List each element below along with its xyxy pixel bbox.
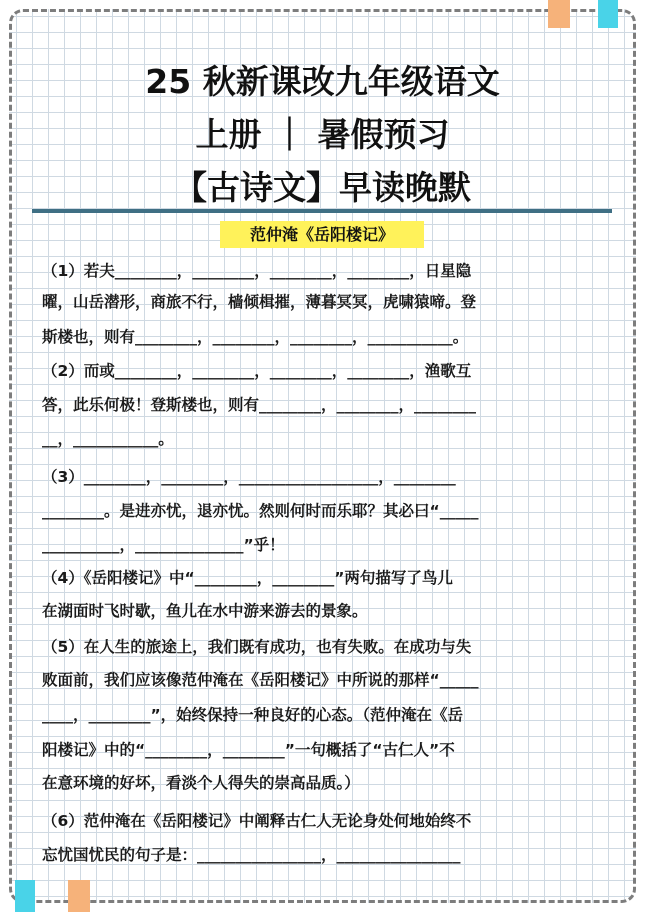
text-line: 在湖面时飞时歇，鱼儿在水中游来游去的景象。	[42, 602, 368, 620]
text-line: ________。是进亦忧，退亦忧。然则何时而乐耶？其必曰“_____	[42, 502, 479, 520]
page-title: 25 秋新课改九年级语文	[145, 62, 500, 101]
text-line: 答，此乐何极！登斯楼也，则有________，________，________	[42, 396, 477, 414]
text-line: 斯楼也，则有________，________，________，___________。	[42, 328, 469, 346]
washi-tape-decoration	[548, 0, 570, 28]
text-line: 阳楼记》中的“________，________”一句概括了“古仁人”不	[42, 741, 455, 759]
text-line: （4）《岳阳楼记》中“________，________”两句描写了鸟儿	[42, 569, 453, 587]
text-line: （5）在人生的旅途上，我们既有成功，也有失败。在成功与失	[42, 638, 472, 656]
text-line: 在意环境的好坏，看淡个人得失的崇高品质。）	[42, 774, 360, 792]
page-subtitle: 上册 ｜ 暑假预习	[195, 115, 450, 154]
text-line: （2）而或________，________，________，________，渔歌互	[42, 362, 472, 380]
text-line: （6）范仲淹在《岳阳楼记》中阐释古仁人无论身处何地始终不	[42, 812, 472, 830]
text-line: __，___________。	[42, 430, 174, 448]
text-line: 曜，山岳潜形，商旅不行，樯倾楫摧，薄暮冥冥，虎啸猿啼。登	[42, 293, 477, 311]
text-line: （3）________，________，__________________，________	[42, 468, 456, 486]
divider	[32, 209, 612, 213]
washi-tape-decoration	[68, 880, 90, 912]
section-title: 范仲淹《岳阳楼记》	[220, 221, 424, 248]
text-line: 忘忧国忧民的句子是：________________，________________	[42, 846, 461, 864]
washi-tape-decoration	[598, 0, 618, 28]
washi-tape-decoration	[15, 880, 35, 912]
page-topic: 【古诗文】早读晚默	[174, 168, 471, 207]
text-line: 败面前，我们应该像范仲淹在《岳阳楼记》中所说的那样“_____	[42, 671, 479, 689]
text-line: （1）若夫________，________，________，________，日星隐	[42, 262, 472, 280]
text-line: ____，________”，始终保持一种良好的心态。（范仲淹在《岳	[42, 706, 463, 724]
text-line: __________，______________”乎！	[42, 536, 285, 554]
